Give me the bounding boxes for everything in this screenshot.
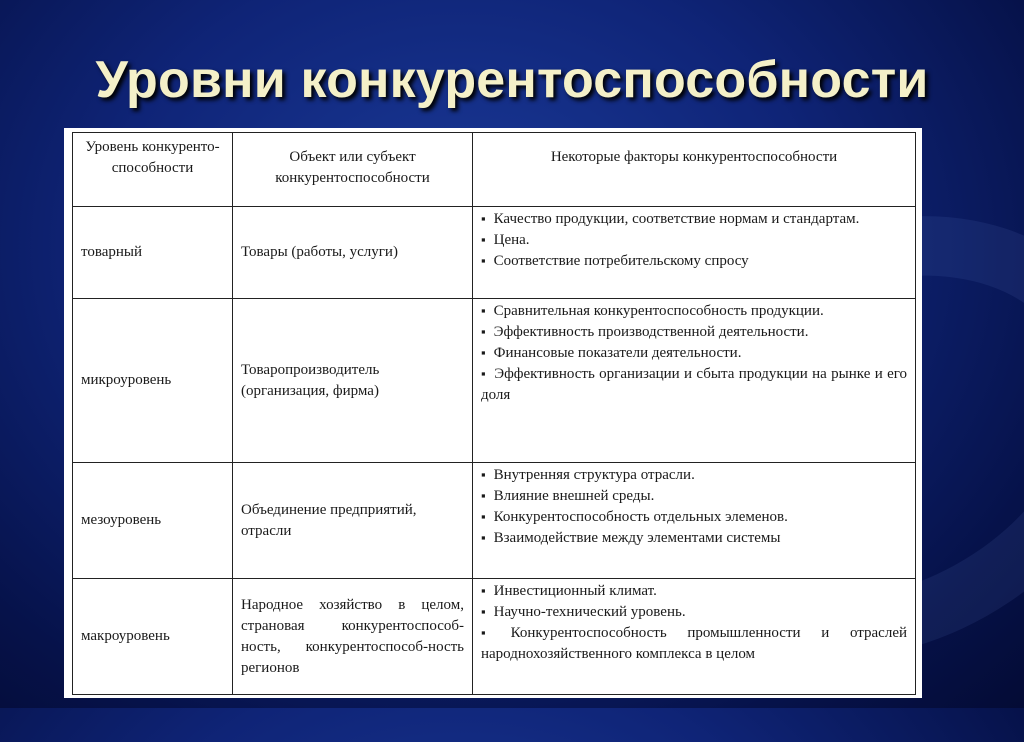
row-factors xyxy=(473,463,916,579)
table-header-row xyxy=(73,133,916,207)
table-row xyxy=(73,579,916,695)
factor-item: ▪ Соответствие потребительскому спросу xyxy=(481,251,907,272)
row-object: Товары (работы, услуги) xyxy=(233,207,473,299)
factor-item: ▪ Эффективность организации и сбыта продукции на рынке и его доля xyxy=(481,364,907,406)
competitiveness-table xyxy=(72,132,916,695)
row-object: Народное хозяйство в целом, страновая конкурентоспособ-ность, конкурентоспособ-ность регионов xyxy=(233,579,473,695)
table-row xyxy=(73,207,916,299)
row-level: микроуровень xyxy=(73,299,233,463)
factor-item: ▪ Качество продукции, соответствие нормам и стандартам. xyxy=(481,209,907,230)
factor-item: ▪ Инвестиционный климат. xyxy=(481,581,907,602)
row-level: товарный xyxy=(73,207,233,299)
row-level: макроуровень xyxy=(73,579,233,695)
table-sheet xyxy=(64,128,922,698)
row-factors xyxy=(473,579,916,695)
row-factors xyxy=(473,207,916,299)
factor-item: ▪ Взаимодействие между элементами системы xyxy=(481,528,907,549)
row-object: Товаропроизводитель (организация, фирма) xyxy=(233,299,473,463)
factor-item: ▪ Цена. xyxy=(481,230,907,251)
factor-item: ▪ Сравнительная конкурентоспособность продукции. xyxy=(481,301,907,322)
factor-item: ▪ Эффективность производственной деятельности. xyxy=(481,322,907,343)
row-factors xyxy=(473,299,916,463)
slide-title: Уровни конкурентоспособности xyxy=(95,51,929,109)
factor-item: ▪ Научно-технический уровень. xyxy=(481,602,907,623)
row-level: мезоуровень xyxy=(73,463,233,579)
factor-item: ▪ Конкурентоспособность промышленности и отраслей народнохозяйственного комплекса в целом xyxy=(481,623,907,665)
table-row xyxy=(73,299,916,463)
header-level: Уровень конкуренто-способности xyxy=(73,133,233,207)
factor-item: ▪ Конкурентоспособность отдельных элеменов. xyxy=(481,507,907,528)
table-row xyxy=(73,463,916,579)
header-object: Объект или субъект конкурентоспособности xyxy=(233,133,473,207)
factor-item: ▪ Влияние внешней среды. xyxy=(481,486,907,507)
row-object: Объединение предприятий, отрасли xyxy=(233,463,473,579)
header-factors: Некоторые факторы конкурентоспособности xyxy=(473,133,916,207)
factor-item: ▪ Внутренняя структура отрасли. xyxy=(481,465,907,486)
factor-item: ▪ Финансовые показатели деятельности. xyxy=(481,343,907,364)
